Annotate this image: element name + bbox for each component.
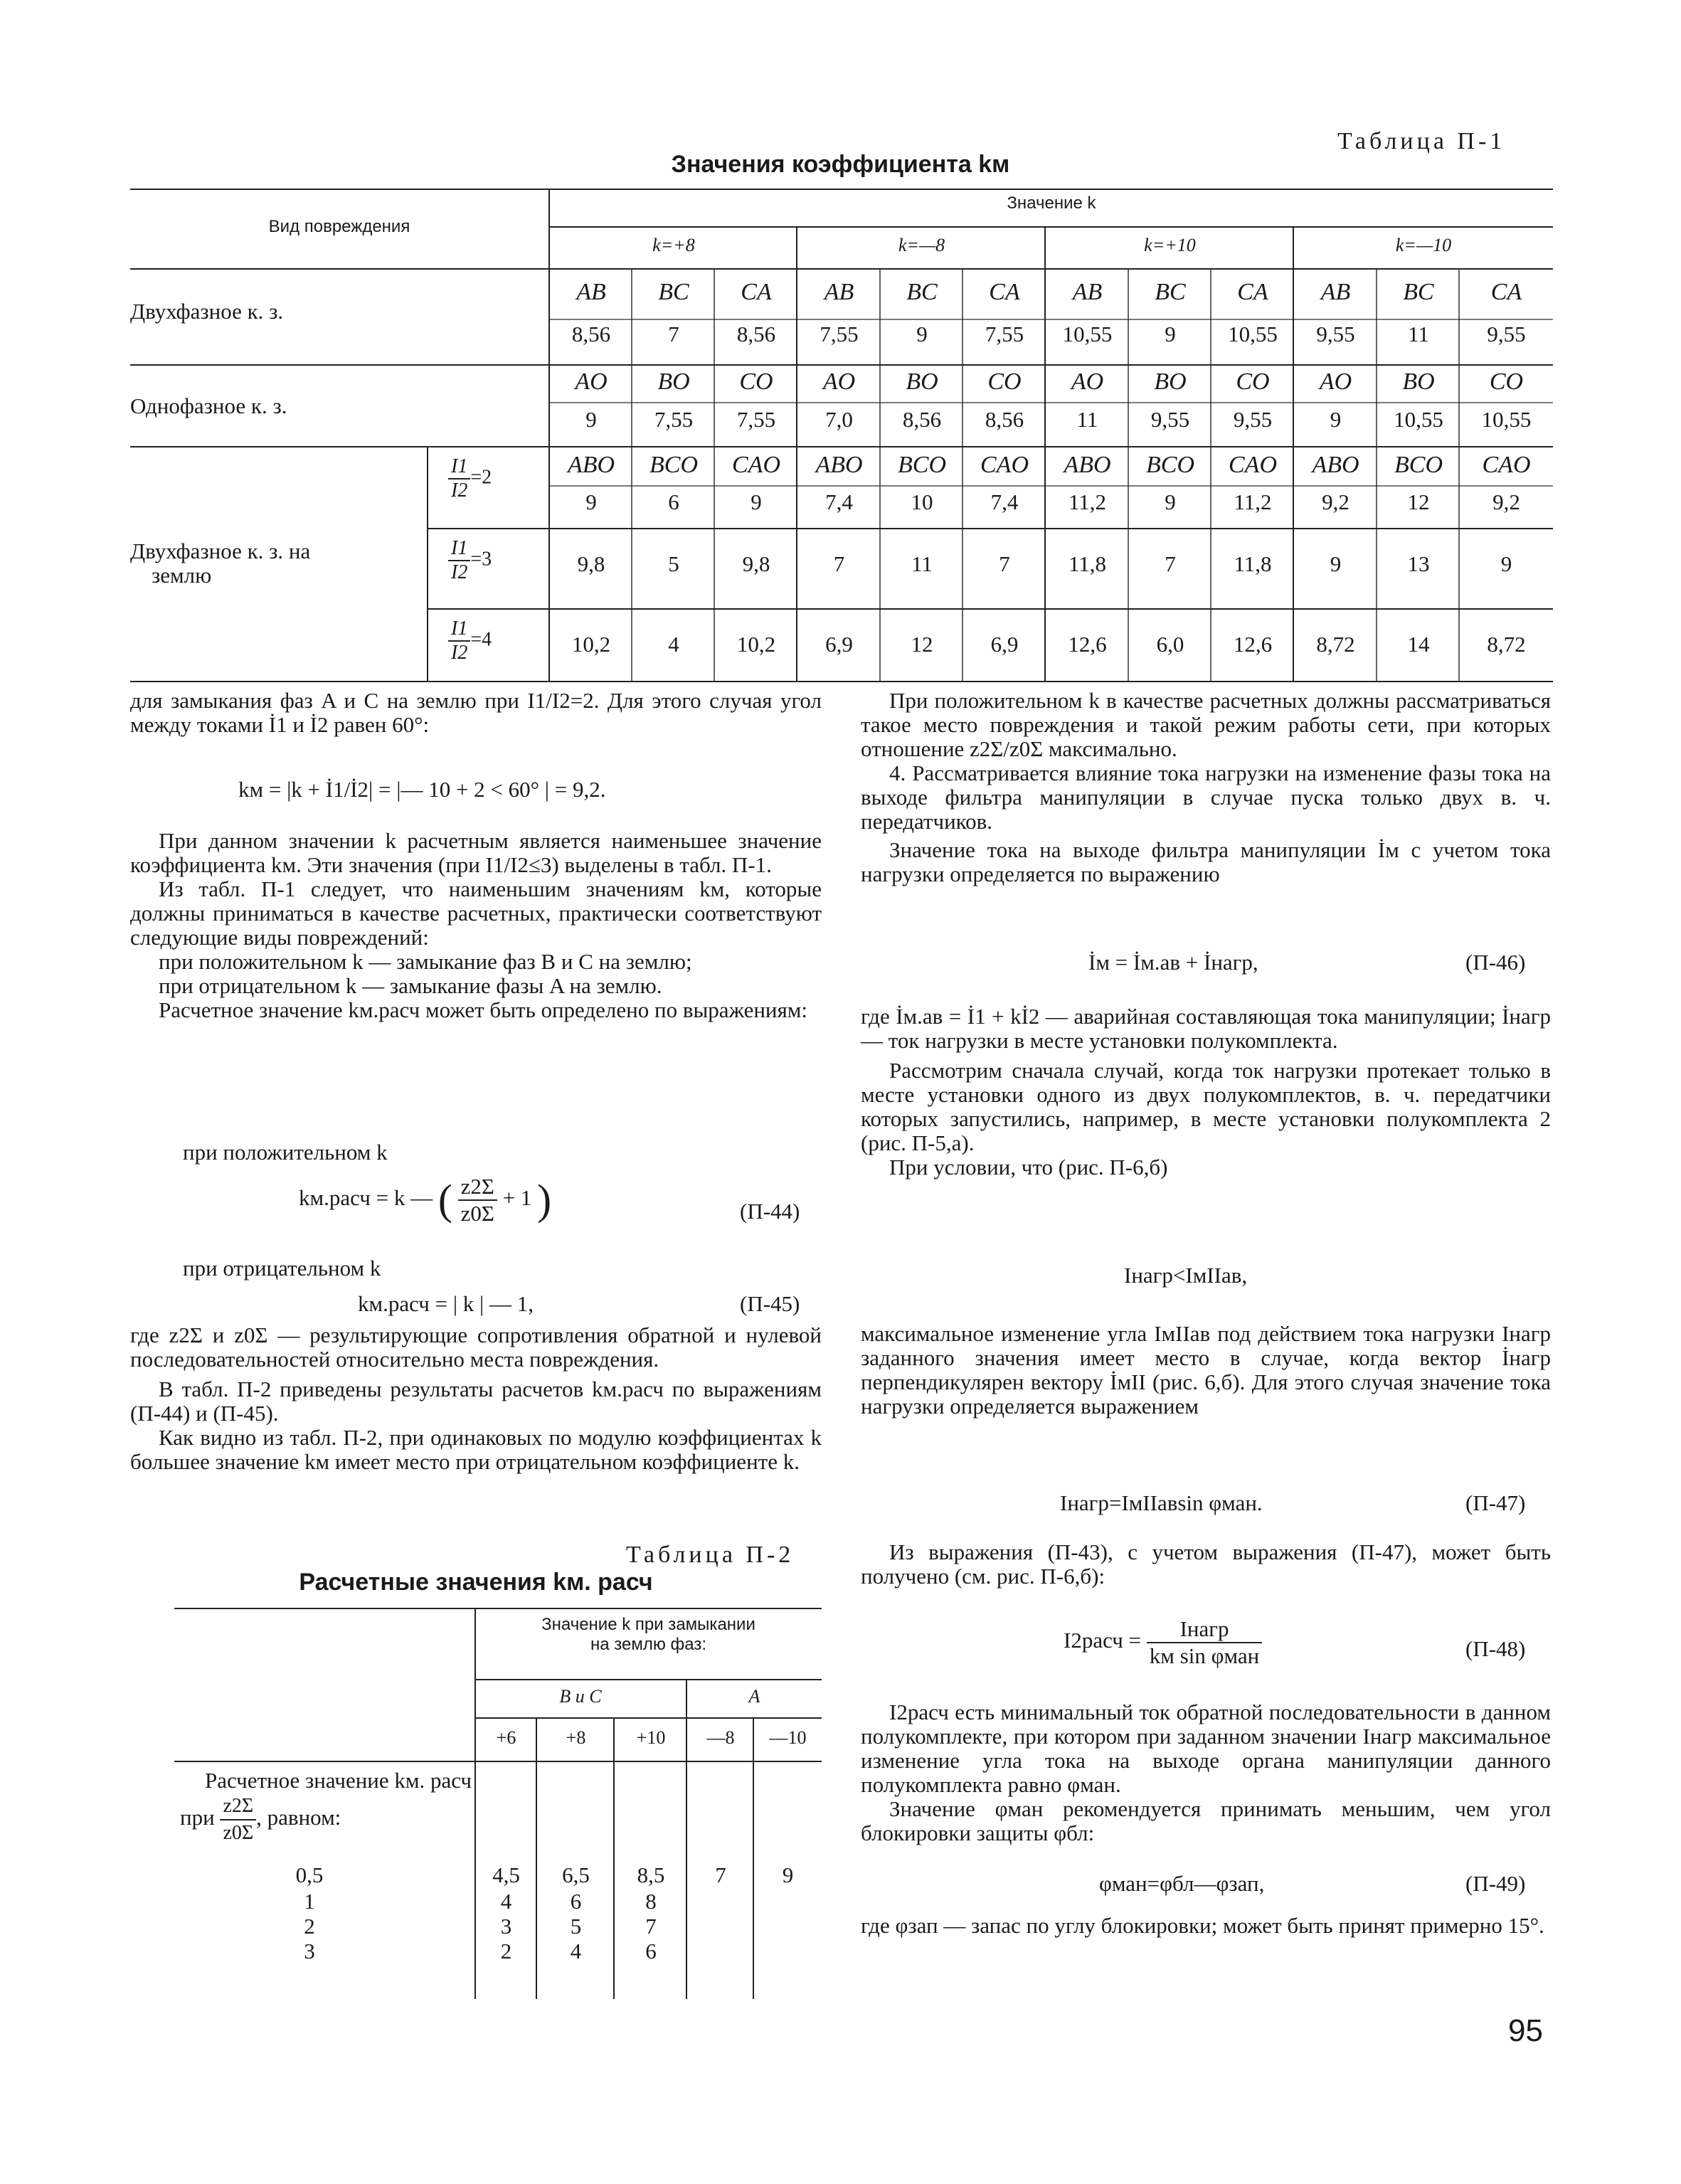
table1-value: 7,55 (654, 407, 694, 432)
page-number: 95 (1508, 2013, 1543, 2048)
table1-value: 8,56 (902, 407, 942, 432)
table1-value: 8,72 (1316, 632, 1355, 657)
table1-value: 11 (1408, 322, 1429, 346)
eq45-number: (П-45) (740, 1291, 800, 1316)
eq44-den: z0Σ (460, 1201, 494, 1226)
table1-group-2: k=+10 (1144, 235, 1196, 255)
table1-phase: AO (1319, 369, 1352, 395)
table2-value: 4,5 (492, 1862, 520, 1887)
table2-value: 3 (500, 1914, 512, 1939)
table1-value: 7,4 (990, 489, 1019, 514)
right-p6: При условии, что (рис. П-6,б) (889, 1155, 1168, 1180)
table2-value: 8 (645, 1889, 657, 1914)
table1-phase: BO (1402, 369, 1435, 395)
eq48-num: Iнагр (1147, 1616, 1262, 1643)
left-p10: В табл. П-2 приведены результаты расчетов kм.расч по выражениям (П-44) и (П-45). (130, 1377, 822, 1426)
table1-value: 6,9 (825, 632, 853, 657)
eq46-number: (П-46) (1465, 950, 1526, 975)
table1-value: 9,2 (1322, 489, 1349, 514)
left-p6: Расчетное значение kм.расч может быть определено по выражениям: (159, 997, 808, 1022)
table1-phase: CAO (980, 452, 1029, 478)
table1-value: 10,55 (1394, 407, 1443, 432)
table2-value: 9 (782, 1862, 794, 1887)
eq44-num: z2Σ (458, 1174, 497, 1201)
table1-value: 5 (668, 551, 679, 576)
table1-value: 9 (1165, 322, 1176, 346)
table1-value: 9 (1330, 407, 1342, 432)
table2-value: 8,5 (637, 1862, 665, 1887)
table1-label: Таблица П-1 (1337, 128, 1506, 154)
table1-phase: CO (987, 369, 1022, 395)
right-col-6 (861, 1914, 1551, 1938)
right-p4: где İм.ав = İ1 + kİ2 — аварийная составляющая тока манипуляции; İнагр — ток нагрузки в месте установки полукомплекта. (861, 1004, 1551, 1053)
table1-phase: AB (824, 279, 854, 305)
table2-value: 4 (500, 1889, 512, 1914)
table1-value: 9 (1165, 489, 1176, 514)
table2-head2: на землю фаз: (590, 1635, 707, 1654)
table1-value: 11,2 (1068, 489, 1107, 514)
right-p5: Рассмотрим сначала случай, когда ток нагрузки протекает только в месте установки одного из двух полукомплектов, в. ч. передатчики которых запустились, например, в месте установки полукомплекта 2 (рис. П-5,a). (861, 1058, 1551, 1155)
table1-phase: BCO (898, 452, 946, 478)
right-p8: Из выражения (П-43), с учетом выражения (П-47), может быть получено (см. рис. П-6,б): (861, 1539, 1551, 1589)
right-p10: Значение φман рекомендуется принимать меньшим, чем угол блокировки защиты φбл: (861, 1796, 1551, 1845)
table1-phase: CA (989, 279, 1020, 305)
table2-value: 7 (715, 1862, 726, 1887)
right-p2: 4. Рассматривается влияние тока нагрузки на изменение фазы тока на выходе фильтра манипуляции в случае пуска только двух в. ч. передатчиков. (861, 760, 1551, 834)
table2-ratio: 1 (304, 1889, 315, 1914)
table2-group-bc: B и C (559, 1686, 602, 1707)
table1-value: 10,55 (1062, 322, 1113, 346)
table2-k: —10 (769, 1727, 807, 1748)
table1-head-k: Значение k (1007, 194, 1096, 213)
table1-phase: BC (1403, 279, 1434, 305)
table1-value: 8,72 (1487, 632, 1526, 657)
table1-value: 10,2 (571, 632, 611, 657)
table1-value: 14 (1407, 632, 1430, 657)
right-col-3 (861, 1322, 1551, 1419)
table1-phase: AO (575, 369, 608, 395)
table1-phase: CA (741, 279, 772, 305)
table1-phase: CAO (732, 452, 780, 478)
table1-value: 10 (911, 489, 933, 514)
table1-phase: BCO (1394, 452, 1443, 478)
left-p1: для замыкания фаз A и C на землю при I1/I2=2. Для этого случая угол между токами İ1 и İ2 равен 60°: (130, 688, 822, 737)
eq48-number: (П-48) (1465, 1636, 1526, 1661)
table2-value: 7 (645, 1914, 657, 1939)
table1-value: 12,6 (1233, 632, 1273, 657)
eq44-number: (П-44) (740, 1199, 800, 1224)
table1-phase: BC (658, 279, 689, 305)
table1-phase: BC (1155, 279, 1186, 305)
table1-value: 9,8 (742, 551, 770, 576)
table2-frac-den: z0Σ (223, 1822, 254, 1844)
table1-value: 9,2 (1492, 489, 1520, 514)
ratio-den: I2 (451, 479, 468, 502)
table2-row-label (130, 1768, 472, 1846)
table1-phase: BCO (649, 452, 698, 478)
table2-value: 4 (570, 1939, 582, 1963)
right-col (861, 689, 1551, 886)
table2-group-a: A (748, 1686, 760, 1707)
table2-title: Расчетные значения kм. расч (299, 1569, 653, 1596)
eq46: İм = İм.ав + İнагр, (1088, 950, 1258, 975)
table1-value: 9,8 (577, 551, 605, 576)
eq48-den: kм sin φман (1149, 1643, 1260, 1668)
ratio-num: I1 (448, 455, 470, 479)
table1-phase: CA (1237, 279, 1268, 305)
table1-phase: CAO (1229, 452, 1277, 478)
table1-phase: BC (906, 279, 938, 305)
left-p5: при отрицательном k — замыкание фазы A на землю. (159, 973, 662, 998)
table2-row-l1: Расчетное значение kм. расч (204, 1768, 472, 1793)
eq47: Iнагр=IмIIавsin φман. (1060, 1490, 1263, 1515)
table1-value: 11 (1076, 407, 1098, 432)
table2-ratio: 3 (304, 1939, 315, 1963)
left-p11: Как видно из табл. П-2, при одинаковых по модулю коэффициентах k большее значение kм имеет место при отрицательном коэффициенте k. (130, 1425, 822, 1474)
eq47-number: (П-47) (1465, 1490, 1526, 1515)
table2-ratio: 2 (304, 1914, 315, 1939)
table1-value: 9 (585, 489, 597, 514)
table1-row-name: Двухфазное к. з. (130, 299, 284, 324)
table2-k: —8 (706, 1727, 735, 1748)
eq48-lhs: I2расч = (1064, 1628, 1142, 1653)
ratio-eq: =3 (470, 548, 492, 571)
table2-value: 2 (500, 1939, 512, 1963)
table1-head-type: Вид повреждения (268, 217, 410, 236)
table1-phase: CAO (1482, 452, 1531, 478)
table2-value: 6 (570, 1889, 582, 1914)
table1-value: 10,2 (736, 632, 776, 657)
table1-group-0: k=+8 (652, 235, 695, 255)
table1-value: 11,8 (1068, 551, 1107, 576)
left-p4: при положительном k — замыкание фаз B и C на землю; (159, 949, 692, 974)
table1-phase: ABO (1064, 452, 1111, 478)
table1-phase: AB (1072, 279, 1103, 305)
table2-value: 5 (570, 1914, 582, 1939)
table1-title: Значения коэффициента kм (671, 151, 1010, 178)
table1-phase: CO (1236, 369, 1270, 395)
table2-k: +10 (636, 1727, 666, 1748)
table2-ratio: 0,5 (295, 1862, 324, 1887)
table2-frac-num: z2Σ (220, 1793, 256, 1820)
table1-value: 12 (911, 632, 933, 657)
ratio-eq: =4 (470, 628, 492, 651)
table1-value: 9 (916, 322, 928, 346)
table1-value: 9,55 (1316, 322, 1355, 346)
table1-value: 9,55 (1150, 407, 1190, 432)
table2-k: +6 (496, 1727, 516, 1748)
table1-phase: BO (1154, 369, 1187, 395)
table2-row-post: , равном: (256, 1805, 341, 1830)
table1-value: 6 (668, 489, 679, 514)
table1-value: 9 (1330, 551, 1342, 576)
table1-phase: BCO (1146, 452, 1194, 478)
table1-phase: AO (1071, 369, 1104, 395)
table1-value: 9 (585, 407, 597, 432)
right-p7: максимальное изменение угла IмIIав под действием тока нагрузки Iнагр заданного значения имеет место в случае, когда вектор İнагр перпендикулярен вектору İмII (рис. 6,б). Для этого случая значение тока нагрузки определяется выражением (861, 1321, 1551, 1419)
table1-phase: ABO (567, 452, 615, 478)
table1-phase: AB (576, 279, 606, 305)
table2-value: 6 (645, 1939, 657, 1963)
table2-row-pre: при (180, 1805, 215, 1830)
table1-value: 7,0 (825, 407, 853, 432)
table1-value: 11 (911, 551, 933, 576)
table1-value: 9,55 (1487, 322, 1526, 346)
table1-value: 10,55 (1481, 407, 1532, 432)
table1-group-3: k=—10 (1395, 235, 1452, 255)
table1-phase: CO (739, 369, 773, 395)
table1-value: 8,56 (571, 322, 611, 346)
table1-value: 7 (668, 322, 679, 346)
right-col-2 (861, 1004, 1551, 1180)
table1-value: 4 (668, 632, 679, 657)
table1-phase: AB (1320, 279, 1351, 305)
table1-phase: BO (906, 369, 938, 395)
left-p2: При данном значении k расчетным является наименьшее значение коэффициента kм. Эти значения (при I1/I2≤3) выделены в табл. П-1. (130, 828, 822, 877)
eq49: φман=φбл—φзап, (1099, 1871, 1265, 1896)
table1-value: 13 (1407, 551, 1430, 576)
ratio-eq: =2 (470, 466, 492, 489)
eq-km: kм = |k + İ1/İ2| = |— 10 + 2 < 60° | = 9,2. (238, 777, 606, 802)
left-p7: при положительном k (183, 1140, 388, 1165)
table1-value: 12 (1407, 489, 1430, 514)
eq45: kм.расч = | k | — 1, (358, 1291, 534, 1316)
eq44-tail: + 1 (502, 1185, 532, 1211)
ratio-num: I1 (448, 617, 470, 642)
table2-value: 6,5 (562, 1862, 590, 1887)
table1-value: 9 (751, 489, 762, 514)
eq44-lhs: kм.расч = k — (299, 1185, 433, 1211)
table1-phase: CA (1490, 279, 1522, 305)
right-p3: Значение тока на выходе фильтра манипуляции İм с учетом тока нагрузки определяется по выражению (861, 837, 1551, 886)
left-p3: Из табл. П-1 следует, что наименьшим значениям kм, которые должны приниматься в качестве расчетных, практически соответствуют следующие виды повреждений: (130, 876, 822, 950)
table2-head1: Значение k при замыкании (541, 1615, 755, 1634)
left-p9: где z2Σ и z0Σ — результирующие сопротивления обратной и нулевой последовательностей относительно места повреждения. (130, 1322, 822, 1372)
right-p1: При положительном k в качестве расчетных должны рассматриваться такое место повреждения и такой режим работы сети, при которых отношение z2Σ/z0Σ максимально. (861, 688, 1551, 761)
right-p11: где φзап — запас по углу блокировки; может быть принят примерно 15°. (861, 1913, 1544, 1938)
table1-value: 12,6 (1068, 632, 1107, 657)
ratio-den: I2 (451, 642, 468, 664)
right-col-5 (861, 1700, 1551, 1845)
table1-phase: CO (1489, 369, 1524, 395)
table1-phase: ABO (815, 452, 863, 478)
table1-value: 7 (999, 551, 1010, 576)
table1-phase: AO (822, 369, 856, 395)
table1-phase: BO (657, 369, 690, 395)
table1-value: 10,55 (1228, 322, 1278, 346)
eq49-number: (П-49) (1465, 1871, 1526, 1896)
table2-k: +8 (566, 1727, 586, 1748)
table1-row-name: Однофазное к. з. (130, 393, 287, 418)
ratio-den: I2 (451, 561, 468, 583)
table1-value: 7,55 (985, 322, 1024, 346)
table1-value: 8,56 (736, 322, 776, 346)
eq48 (1064, 1616, 1262, 1669)
table1-value: 7,55 (736, 407, 776, 432)
table1-value: 9 (1500, 551, 1512, 576)
table1-value: 9,55 (1233, 407, 1273, 432)
table1-value: 7,55 (820, 322, 859, 346)
left-p8: при отрицательном k (183, 1256, 381, 1281)
table1-value: 7 (833, 551, 845, 576)
table1-phase: ABO (1312, 452, 1359, 478)
table1-value: 8,56 (985, 407, 1024, 432)
right-p9: I2расч есть минимальный ток обратной последовательности в данном полукомплекте, при котором при заданном значении Iнагр максимальное изменение угла тока на выходе органа манипуляции данного полукомплекта равно φман. (861, 1700, 1551, 1797)
table1-value: 6,0 (1156, 632, 1184, 657)
table1-value: 11,8 (1234, 551, 1272, 576)
table1-earth-l1: Двухфазное к. з. на (130, 539, 311, 563)
eq44: kм.расч = k — ( $\frac{z2\Sigma}{z0\Sigma}$ + 1 ) (299, 1174, 552, 1226)
eq-condition: Iнагр<IмIIав, (1124, 1263, 1248, 1288)
table1-value: 7,4 (825, 489, 853, 514)
table1-group-1: k=—8 (898, 235, 945, 255)
table2-label: Таблица П-2 (626, 1542, 795, 1568)
ratio-num: I1 (448, 537, 470, 561)
table1-value: 11,2 (1234, 489, 1272, 514)
table1-value: 7 (1165, 551, 1176, 576)
table1-earth-l2: землю (152, 563, 212, 588)
table1-value: 6,9 (990, 632, 1019, 657)
right-col-4 (861, 1540, 1551, 1589)
